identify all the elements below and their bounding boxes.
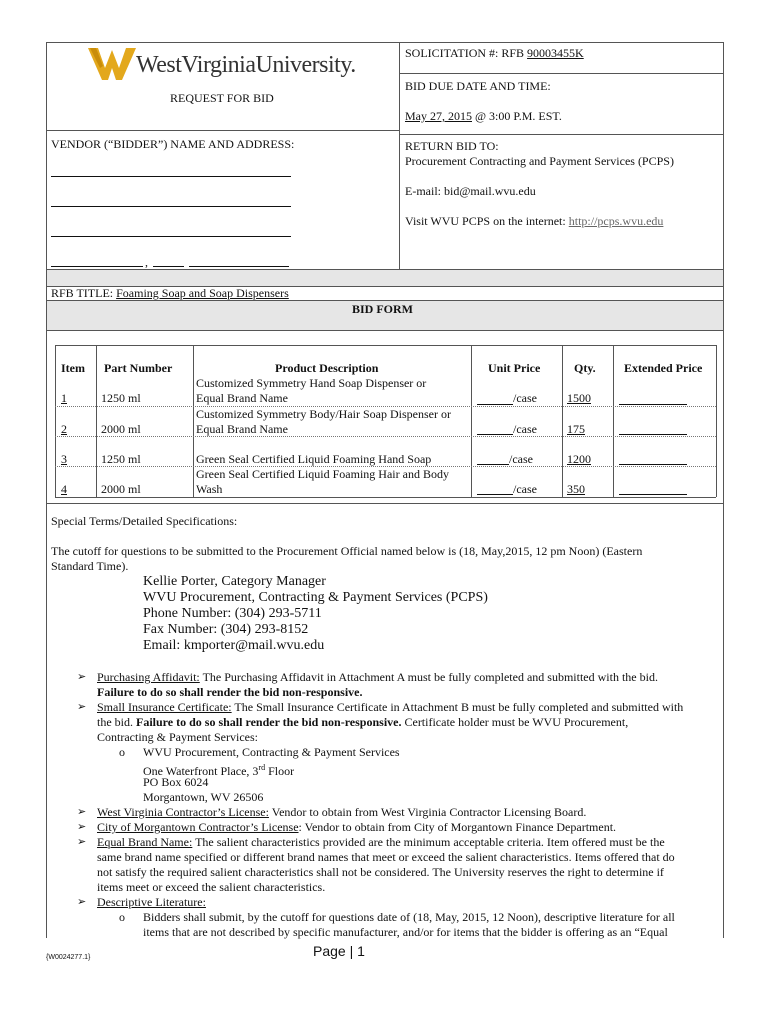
descriptive-literature-line-2: items that are not described by specific manufacturer, and/or for items that the bidder is offering as an “Equal bbox=[143, 925, 668, 939]
col-header-qty: Qty. bbox=[574, 361, 596, 375]
row-price-blank bbox=[477, 464, 509, 465]
equal-brand-title: Equal Brand Name: bbox=[97, 835, 193, 849]
insurance-certificate-line-2 bbox=[97, 715, 628, 730]
address-line-3: PO Box 6024 bbox=[143, 775, 209, 789]
col-header-part-number: Part Number bbox=[104, 361, 173, 375]
insurance-line2-warning: Failure to do so shall render the bid non-responsive. bbox=[136, 715, 402, 729]
arrow-bullet-icon: ➢ bbox=[77, 835, 87, 848]
wv-contractor-license-title: West Virginia Contractor’s License: bbox=[97, 805, 269, 819]
request-for-bid-heading: REQUEST FOR BID bbox=[170, 91, 274, 105]
purchasing-affidavit-text: The Purchasing Affidavit in Attachment A must be fully completed and submitted with the bid. bbox=[199, 670, 658, 684]
wvu-flying-wv-logo-icon bbox=[88, 44, 136, 82]
vendor-name-blank-3 bbox=[51, 236, 291, 237]
col-header-unit-price: Unit Price bbox=[488, 361, 541, 375]
table-col-line-4 bbox=[562, 345, 563, 497]
row-price-blank bbox=[477, 434, 513, 435]
row-price-unit: /case bbox=[513, 422, 537, 436]
table-top-rule bbox=[55, 345, 716, 346]
vendor-city-blank bbox=[51, 266, 143, 267]
bid-due-line bbox=[405, 109, 562, 124]
row-qty: 1200 bbox=[567, 452, 591, 466]
solicitation-label: SOLICITATION #: RFB bbox=[405, 46, 528, 60]
morgantown-license-line bbox=[97, 820, 616, 835]
table-col-line-0 bbox=[55, 345, 56, 497]
row-qty: 1500 bbox=[567, 391, 591, 405]
bid-due-date: May 27, 2015 bbox=[405, 109, 472, 123]
insurance-certificate-line-3: Contracting & Payment Services: bbox=[97, 730, 258, 744]
row-qty: 350 bbox=[567, 482, 585, 496]
row-part: 2000 ml bbox=[101, 482, 141, 496]
insurance-certificate-line bbox=[97, 700, 683, 715]
row-desc-line2: Wash bbox=[196, 482, 223, 496]
row-desc-line1: Customized Symmetry Hand Soap Dispenser or bbox=[196, 376, 427, 390]
wv-contractor-license-line bbox=[97, 805, 586, 820]
header-rule-right-2 bbox=[399, 134, 724, 135]
footer-page-number: Page | 1 bbox=[313, 943, 365, 959]
rfb-title-label: RFB TITLE: bbox=[51, 286, 117, 300]
row-qty: 175 bbox=[567, 422, 585, 436]
table-col-line-3 bbox=[471, 345, 472, 497]
cutoff-line-2: Standard Time). bbox=[51, 559, 129, 573]
row-part: 1250 ml bbox=[101, 391, 141, 405]
row-desc-line2: Green Seal Certified Liquid Foaming Hand Soap bbox=[196, 452, 432, 466]
vendor-name-blank-1 bbox=[51, 176, 291, 177]
return-email: E-mail: bid@mail.wvu.edu bbox=[405, 184, 536, 198]
col-header-item: Item bbox=[61, 361, 85, 375]
equal-brand-text: The salient characteristics provided are the minimum acceptable criteria. Item offered must be the bbox=[192, 835, 665, 849]
header-rule-right-1 bbox=[399, 73, 724, 74]
row-extended-blank bbox=[619, 494, 687, 495]
row-item: 2 bbox=[61, 422, 67, 436]
table-col-line-1 bbox=[96, 345, 97, 497]
rule-bid-form-bottom bbox=[46, 330, 724, 331]
row-item: 3 bbox=[61, 452, 67, 466]
arrow-bullet-icon: ➢ bbox=[77, 805, 87, 818]
row-desc-line2: Equal Brand Name bbox=[196, 391, 288, 405]
arrow-bullet-icon: ➢ bbox=[77, 820, 87, 833]
row-price-unit: /case bbox=[513, 482, 537, 496]
vendor-comma: , bbox=[145, 255, 148, 269]
row-part: 1250 ml bbox=[101, 452, 141, 466]
row-desc-line2: Equal Brand Name bbox=[196, 422, 288, 436]
header-divider bbox=[399, 42, 400, 269]
row-extended-blank bbox=[619, 434, 687, 435]
descriptive-literature-title: Descriptive Literature: bbox=[97, 895, 206, 909]
row-extended-blank bbox=[619, 404, 687, 405]
morgantown-license-title: City of Morgantown Contractor’s License bbox=[97, 820, 299, 834]
bid-form-heading: BID FORM bbox=[352, 302, 413, 316]
col-header-product-description: Product Description bbox=[275, 361, 379, 375]
gray-band-1 bbox=[47, 270, 723, 286]
row-item: 4 bbox=[61, 482, 67, 496]
address-line-4: Morgantown, WV 26506 bbox=[143, 790, 264, 804]
wvu-logo-wordmark: WestVirginiaUniversity. bbox=[136, 52, 356, 78]
row-price-unit: /case bbox=[509, 452, 533, 466]
row-part: 2000 ml bbox=[101, 422, 141, 436]
contact-org: WVU Procurement, Contracting & Payment Services (PCPS) bbox=[143, 590, 488, 605]
arrow-bullet-icon: ➢ bbox=[77, 670, 87, 683]
solicitation-line bbox=[405, 46, 584, 61]
address-line-1: WVU Procurement, Contracting & Payment Services bbox=[143, 745, 400, 759]
row-desc-line1: Customized Symmetry Body/Hair Soap Dispenser or bbox=[196, 407, 451, 421]
return-bid-label: RETURN BID TO: bbox=[405, 139, 499, 153]
row-item: 1 bbox=[61, 391, 67, 405]
return-dept: Procurement Contracting and Payment Services (PCPS) bbox=[405, 154, 674, 168]
wv-contractor-license-text: Vendor to obtain from West Virginia Contractor Licensing Board. bbox=[268, 805, 587, 819]
vendor-name-blank-2 bbox=[51, 206, 291, 207]
special-terms-heading: Special Terms/Detailed Specifications: bbox=[51, 514, 238, 528]
footer-doc-id: {W0024277.1} bbox=[46, 954, 91, 961]
header-mid-rule-left bbox=[46, 130, 400, 131]
contact-name: Kellie Porter, Category Manager bbox=[143, 574, 326, 589]
visit-line bbox=[405, 214, 663, 229]
contact-fax: Fax Number: (304) 293-8152 bbox=[143, 622, 309, 637]
address-line-2b: Floor bbox=[265, 764, 295, 778]
rfb-title: Foaming Soap and Soap Dispensers bbox=[116, 286, 289, 300]
row-desc-line1: Green Seal Certified Liquid Foaming Hair and Body bbox=[196, 467, 449, 481]
vendor-zip-blank bbox=[189, 266, 289, 267]
purchasing-affidavit-line bbox=[97, 670, 658, 685]
row-price-blank bbox=[477, 404, 513, 405]
table-bottom-rule bbox=[55, 497, 716, 498]
row-price-blank bbox=[477, 494, 513, 495]
equal-brand-line bbox=[97, 835, 665, 850]
insurance-line2-c: Certificate holder must be WVU Procurement, bbox=[401, 715, 629, 729]
insurance-line2-a: the bid. bbox=[97, 715, 136, 729]
purchasing-affidavit-warning: Failure to do so shall render the bid non-responsive. bbox=[97, 685, 363, 699]
col-header-extended-price: Extended Price bbox=[624, 361, 703, 375]
descriptive-literature-line-1: Bidders shall submit, by the cutoff for questions date of (18, May, 2015, 12 Noon), descriptive literature for all bbox=[143, 910, 675, 924]
arrow-bullet-icon: ➢ bbox=[77, 895, 87, 908]
circle-bullet-icon: o bbox=[119, 910, 125, 924]
morgantown-license-text: : Vendor to obtain from City of Morgantown Finance Department. bbox=[298, 820, 617, 834]
bid-due-time: @ 3:00 P.M. EST. bbox=[472, 109, 562, 123]
pcps-website-link[interactable]: http://pcps.wvu.edu bbox=[568, 214, 664, 228]
circle-bullet-icon: o bbox=[119, 745, 125, 759]
cutoff-line-1: The cutoff for questions to be submitted to the Procurement Official named below is (18, May,2015, 12 pm Noon) (Eastern bbox=[51, 544, 643, 558]
solicitation-number: 90003455K bbox=[527, 46, 584, 60]
equal-brand-line-4: items meet or exceed the salient characteristics. bbox=[97, 880, 326, 894]
table-col-line-2 bbox=[193, 345, 194, 497]
table-col-line-5 bbox=[613, 345, 614, 497]
row-price-unit: /case bbox=[513, 391, 537, 405]
arrow-bullet-icon: ➢ bbox=[77, 700, 87, 713]
address-line-2a: One Waterfront Place, 3 bbox=[143, 764, 259, 778]
visit-text: Visit WVU PCPS on the internet: bbox=[405, 214, 569, 228]
bid-due-label: BID DUE DATE AND TIME: bbox=[405, 79, 551, 93]
equal-brand-line-3: not satisfy the required salient characteristics shall not be considered. The University reserves the right to determine if bbox=[97, 865, 664, 879]
insurance-certificate-text: The Small Insurance Certificate in Attachment B must be fully completed and submitted with bbox=[231, 700, 684, 714]
contact-phone: Phone Number: (304) 293-5711 bbox=[143, 606, 322, 621]
rfb-title-line bbox=[51, 286, 289, 301]
row-extended-blank bbox=[619, 464, 687, 465]
vendor-label: VENDOR (“BIDDER”) NAME AND ADDRESS: bbox=[51, 137, 295, 151]
equal-brand-line-2: same brand name specified or different brand names that meet or exceed the salient characteristics. Items offered that do bbox=[97, 850, 675, 864]
vendor-state-blank bbox=[153, 266, 184, 267]
row-sep-2 bbox=[55, 436, 716, 437]
insurance-certificate-title: Small Insurance Certificate: bbox=[97, 700, 232, 714]
address-line-2-sup: rd bbox=[258, 763, 266, 772]
table-col-line-6 bbox=[716, 345, 717, 497]
contact-email: Email: kmporter@mail.wvu.edu bbox=[143, 638, 325, 653]
purchasing-affidavit-title: Purchasing Affidavit: bbox=[97, 670, 200, 684]
